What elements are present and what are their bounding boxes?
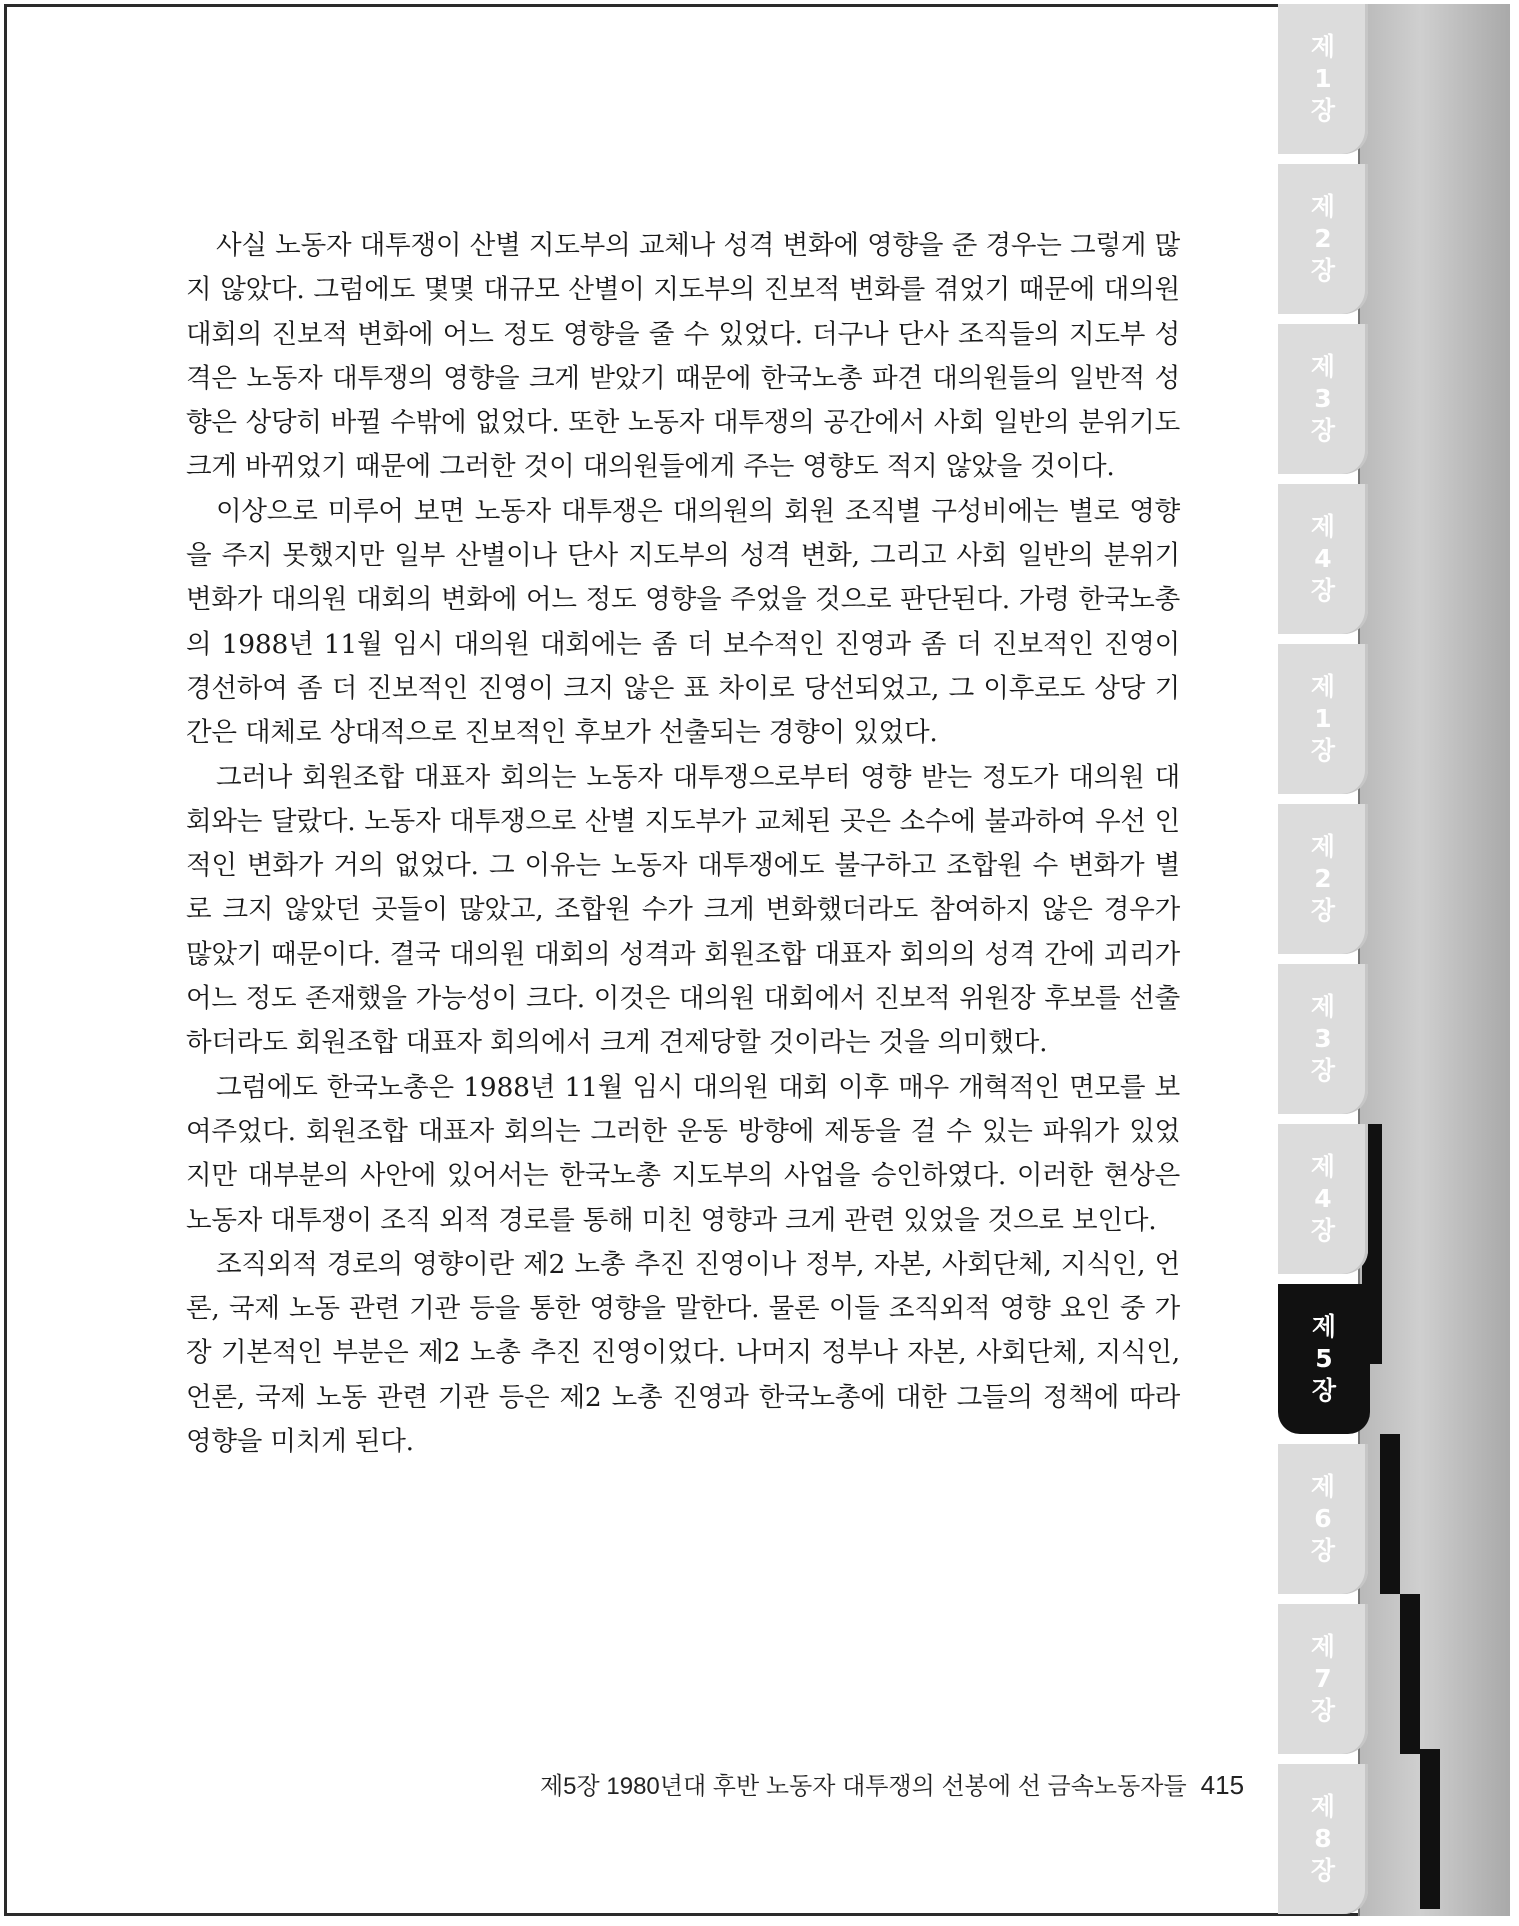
chapter-tab[interactable] — [1278, 1444, 1368, 1594]
tab-label: 제 — [1310, 352, 1336, 381]
tab-label: 8 — [1314, 1824, 1332, 1853]
chapter-tab[interactable] — [1278, 964, 1368, 1114]
body-text — [186, 224, 1180, 1464]
chapter-tab[interactable] — [1278, 324, 1368, 474]
chapter-tab[interactable] — [1278, 1764, 1368, 1914]
tab-label: 6 — [1314, 1504, 1332, 1533]
tab-label: 7 — [1314, 1664, 1332, 1693]
chapter-tab[interactable] — [1278, 1124, 1368, 1274]
tab-label: 2 — [1314, 864, 1332, 893]
chapter-tab-active[interactable] — [1278, 1284, 1370, 1434]
tab-label: 2 — [1314, 224, 1332, 253]
tab-label: 장 — [1310, 896, 1336, 925]
chapter-tab[interactable] — [1278, 1604, 1368, 1754]
tab-label: 1 — [1314, 64, 1332, 93]
chapter-tab[interactable] — [1278, 4, 1368, 154]
page-footer — [540, 1766, 1245, 1801]
tab-label: 장 — [1310, 1536, 1336, 1565]
running-title: 제5장 1980년대 후반 노동자 대투쟁의 선봉에 선 금속노동자들 — [540, 1773, 1187, 1800]
tab-label: 장 — [1310, 576, 1336, 605]
tab-label: 4 — [1314, 544, 1332, 573]
chapter-tab[interactable] — [1278, 484, 1368, 634]
edge-marker — [1400, 1594, 1420, 1754]
tab-label: 제 — [1310, 32, 1336, 61]
tab-label: 장 — [1310, 1056, 1336, 1085]
tab-label: 제 — [1311, 1312, 1337, 1341]
chapter-tab-strip — [1278, 4, 1388, 1916]
tab-label: 제 — [1310, 1472, 1336, 1501]
tab-label: 장 — [1310, 96, 1336, 125]
paragraph: 사실 노동자 대투쟁이 산별 지도부의 교체나 성격 변화에 영향을 준 경우는 그렇게 많지 않았다. 그럼에도 몇몇 대규모 산별이 지도부의 진보적 변화를 겪었기 때문에 대의원 대회의 진보적 변화에 어느 정도 영향을 줄 수 있었다. 더구나 단사 조직들의 지도부 성격은 노동자 대투쟁의 영향을 크게 받았기 때문에 한국노총 파견 대의원들의 일반적 성향은 상당히 바뀔 수밖에 없었다. 또한 노동자 대투쟁의 공간에서 사회 일반의 분위기도 크게 바뀌었기 때문에 그러한 것이 대의원들에게 주는 영향도 적지 않았을 것이다. — [186, 230, 1180, 483]
tab-label: 장 — [1310, 1216, 1336, 1245]
tab-label: 3 — [1314, 384, 1332, 413]
tab-label: 장 — [1310, 736, 1336, 765]
chapter-tab[interactable] — [1278, 644, 1368, 794]
chapter-tab[interactable] — [1278, 804, 1368, 954]
tab-label: 제 — [1310, 192, 1336, 221]
tab-label: 제 — [1310, 1792, 1336, 1821]
tab-label: 제 — [1310, 1632, 1336, 1661]
tab-label: 장 — [1310, 1856, 1336, 1885]
tab-label: 제 — [1310, 512, 1336, 541]
tab-label: 제 — [1310, 672, 1336, 701]
tab-label: 1 — [1314, 704, 1332, 733]
tab-label: 3 — [1314, 1024, 1332, 1053]
tab-label: 제 — [1310, 1152, 1336, 1181]
paragraph: 조직외적 경로의 영향이란 제2 노총 추진 진영이나 정부, 자본, 사회단체, 지식인, 언론, 국제 노동 관련 기관 등을 통한 영향을 말한다. 물론 이들 조직외적 영향 요인 중 가장 기본적인 부분은 제2 노총 추진 진영이었다. 나머지 정부나 자본, 사회단체, 지식인, 언론, 국제 노동 관련 기관 등은 제2 노총 진영과 한국노총에 대한 그들의 정책에 따라 영향을 미치게 된다. — [186, 1248, 1180, 1458]
tab-label: 4 — [1314, 1184, 1332, 1213]
tab-label: 장 — [1310, 256, 1336, 285]
tab-label: 장 — [1311, 1376, 1337, 1405]
chapter-tab[interactable] — [1278, 164, 1368, 314]
paragraph: 그러나 회원조합 대표자 회의는 노동자 대투쟁으로부터 영향 받는 정도가 대의원 대회와는 달랐다. 노동자 대투쟁으로 산별 지도부가 교체된 곳은 소수에 불과하여 우선 인적인 변화가 거의 없었다. 그 이유는 노동자 대투쟁에도 불구하고 조합원 수 변화가 별로 크지 않았던 곳들이 많았고, 조합원 수가 크게 변화했더라도 참여하지 않은 경우가 많았기 때문이다. 결국 대의원 대회의 성격과 회원조합 대표자 회의의 성격 간에 괴리가 어느 정도 존재했을 가능성이 크다. 이것은 대의원 대회에서 진보적 위원장 후보를 선출하더라도 회원조합 대표자 회의에서 크게 견제당할 것이라는 것을 의미했다. — [186, 761, 1180, 1059]
paragraph: 그럼에도 한국노총은 1988년 11월 임시 대의원 대회 이후 매우 개혁적인 면모를 보여주었다. 회원조합 대표자 회의는 그러한 운동 방향에 제동을 걸 수 있는 파워가 있었지만 대부분의 사안에 있어서는 한국노총 지도부의 사업을 승인하였다. 이러한 현상은 노동자 대투쟁이 조직 외적 경로를 통해 미친 영향과 크게 관련 있었을 것으로 보인다. — [186, 1071, 1180, 1236]
edge-marker — [1420, 1749, 1440, 1909]
paragraph: 이상으로 미루어 보면 노동자 대투쟁은 대의원의 회원 조직별 구성비에는 별로 영향을 주지 못했지만 일부 산별이나 단사 지도부의 성격 변화, 그리고 사회 일반의 분위기 변화가 대의원 대회의 변화에 어느 정도 영향을 주었을 것으로 판단된다. 가령 한국노총의 1988년 11월 임시 대의원 대회에는 좀 더 보수적인 진영과 좀 더 진보적인 진영이 경선하여 좀 더 진보적인 진영이 크지 않은 표 차이로 당선되었고, 그 이후로도 상당 기간은 대체로 상대적으로 진보적인 후보가 선출되는 경향이 있었다. — [186, 495, 1180, 749]
page-number: 415 — [1200, 1770, 1245, 1800]
tab-label: 장 — [1310, 416, 1336, 445]
tab-label: 5 — [1315, 1344, 1333, 1373]
tab-label: 장 — [1310, 1696, 1336, 1725]
tab-label: 제 — [1310, 992, 1336, 1021]
tab-label: 제 — [1310, 832, 1336, 861]
